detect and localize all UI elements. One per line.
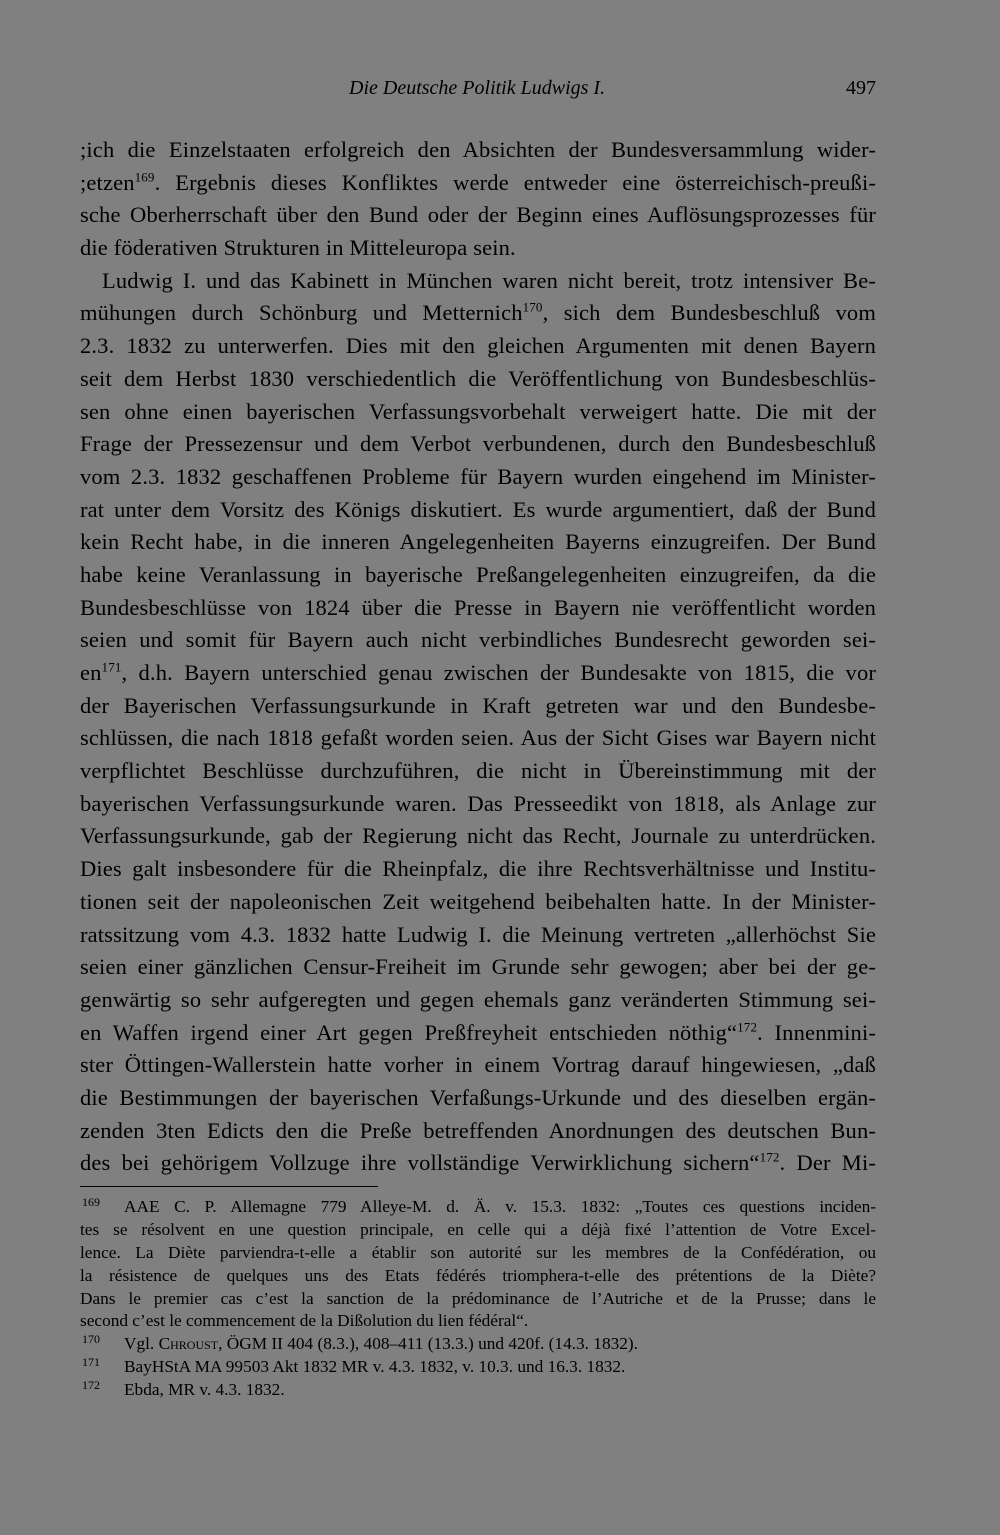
body-line: bayerischen Verfassungsurkunde waren. Das Presseedikt von 1818, als Anlage zur [80, 790, 876, 816]
body-line: zenden 3ten Edicts den die Preße betreffenden Anordnungen des deutschen Bun- [80, 1117, 876, 1143]
footnote-reference: 172 [737, 1019, 758, 1035]
footnote-author: Chroust [158, 1334, 219, 1354]
body-line: mühungen durch Schönburg und Metternich$^{170}$, sich dem Bundesbeschluß vom [80, 299, 876, 326]
footnote-170 [80, 1333, 876, 1356]
body-line: tionen seit der napoleonischen Zeit weitgehend beibehalten hatte. In der Minister- [80, 888, 876, 914]
body-line: vom 2.3. 1832 geschaffenen Probleme für Bayern wurden eingehend im Minister- [80, 463, 876, 489]
footnote-171 [80, 1356, 876, 1379]
body-line: verpflichtet Beschlüsse durchzuführen, die nicht in Übereinstimmung mit der [80, 758, 876, 784]
page-number: 497 [846, 77, 876, 99]
footnote-text: AAE C. P. Allemagne 779 Alleye-M. d. Ä. v. 15.3. 1832: „Toutes ces questions inciden- [124, 1197, 876, 1216]
body-line: genwärtig so sehr aufgeregten und gegen ehemals ganz veränderten Stimmung sei- [80, 986, 876, 1012]
body-line: ;ich die Einzelstaaten erfolgreich den Absichten der Bundesversammlung wider- [80, 137, 876, 162]
footnote-number: 169 [82, 1195, 100, 1209]
footnote-172 [80, 1379, 876, 1402]
body-line: ;etzen$^{169}$. Ergebnis dieses Konfliktes werde entweder eine österreichisch-preußi- [80, 169, 876, 195]
body-line: Ludwig I. und das Kabinett in München waren nicht bereit, trotz intensiver Be- [102, 267, 876, 293]
body-text [80, 134, 876, 1180]
body-line: habe keine Veranlassung in bayerische Preßangelegenheiten einzugreifen, da die [80, 561, 876, 587]
footnote-169-line: second c’est le commencement de la Dißolution du lien fédéral“. [80, 1311, 529, 1331]
body-line: die Bestimmungen der bayerischen Verfaßungs-Urkunde und des dieselben ergän- [80, 1084, 876, 1110]
body-line: sche Oberherrschaft über den Bund oder der Beginn eines Auflösungsprozesses für [80, 202, 876, 228]
footnote-separator [80, 1186, 378, 1187]
body-line: die föderativen Strukturen in Mitteleuropa sein. [80, 235, 516, 261]
body-line: seit dem Herbst 1830 verschiedentlich die Veröffentlichung von Bundesbeschlüs- [80, 365, 876, 391]
footnote-reference: 170 [522, 299, 543, 315]
footnotes [80, 1196, 876, 1402]
body-line: Frage der Pressezensur und dem Verbot verbundenen, durch den Bundesbeschluß [80, 431, 876, 457]
body-line: 2.3. 1832 zu unterwerfen. Dies mit den gleichen Argumenten mit denen Bayern [80, 333, 876, 359]
body-line: seien und somit für Bayern auch nicht verbindliches Bundesrecht geworden sei- [80, 627, 876, 653]
body-line: ster Öttingen-Wallerstein hatte vorher in einem Vortrag darauf hingewiesen, „daß [80, 1052, 876, 1078]
footnote-reference: 172 [759, 1149, 780, 1165]
footnote-text: BayHStA MA 99503 Akt 1832 MR v. 4.3. 1832, v. 10.3. und 16.3. 1832. [124, 1357, 626, 1377]
footnote-number: 171 [82, 1355, 100, 1370]
running-head [0, 72, 1000, 104]
body-line: rat unter dem Vorsitz des Königs diskutiert. Es wurde argumentiert, daß der Bund [80, 496, 876, 522]
footnote-169-line: lence. La Diète parviendra-t-elle a établir son autorité sur les membres de la Confédération, ou [80, 1242, 876, 1262]
body-line: $en^{171}$, d.h. Bayern unterschied genau zwischen der Bundesakte von 1815, die vor [80, 659, 876, 685]
footnote-text: , ÖGM II 404 (8.3.), 408–411 (13.3.) und 420f. (14.3. 1832). [218, 1334, 638, 1354]
footnote-prefix: Vgl. [124, 1334, 155, 1354]
body-line: des bei gehörigem Vollzuge ihre vollständige Verwirklichung sichern“$^{172}$. Der Mi- [80, 1149, 876, 1176]
body-line: en Waffen irgend einer Art gegen Preßfreyheit entschieden nöthig“$^{172}$. Innenmini- [80, 1019, 876, 1045]
footnote-169-line: la résistence de quelques uns des Etats fédérés triomphera-t-elle des prétentions de la Diète? [80, 1265, 876, 1285]
footnote-169-line: Dans le premier cas c’est la sanction de la prédominance de l’Autriche et de la Prusse; dans le [80, 1288, 876, 1308]
body-line: schlüssen, die nach 1818 gefaßt worden seien. Aus der Sicht Gises war Bayern nicht [80, 725, 876, 751]
body-line: Bundesbeschlüsse von 1824 über die Presse in Bayern nie veröffentlicht worden [80, 594, 876, 620]
body-line: kein Recht habe, in die inneren Angelegenheiten Bayerns einzugreifen. Der Bund [80, 529, 876, 555]
body-line: Verfassungsurkunde, gab der Regierung nicht das Recht, Journale zu unterdrücken. [80, 823, 876, 849]
body-line: seien einer gänzlichen Censur-Freiheit im Grunde sehr gewogen; aber bei der ge- [80, 954, 876, 980]
footnote-reference: 171 [101, 659, 122, 675]
footnote-169-line: tes se résolvent en une question principale, en celle qui a déjà fixé l’attention de Votre Excel- [80, 1219, 876, 1239]
footnote-number: 172 [82, 1378, 100, 1393]
footnote-text: Ebda, MR v. 4.3. 1832. [124, 1380, 285, 1400]
footnote-169-line [80, 1196, 876, 1219]
running-title: Die Deutsche Politik Ludwigs I. [349, 77, 606, 99]
footnote-reference: 169 [134, 169, 155, 185]
body-line: Dies galt insbesondere für die Rheinpfalz, die ihre Rechtsverhältnisse und Institu- [80, 856, 876, 882]
body-line: der Bayerischen Verfassungsurkunde in Kraft getreten war und den Bundesbe- [80, 692, 876, 718]
body-line: sen ohne einen bayerischen Verfassungsvorbehalt verweigert hatte. Die mit der [80, 398, 876, 424]
footnote-number: 170 [82, 1332, 100, 1347]
body-line: ratssitzung vom 4.3. 1832 hatte Ludwig I. die Meinung vertreten „allerhöchst Sie [80, 921, 876, 947]
